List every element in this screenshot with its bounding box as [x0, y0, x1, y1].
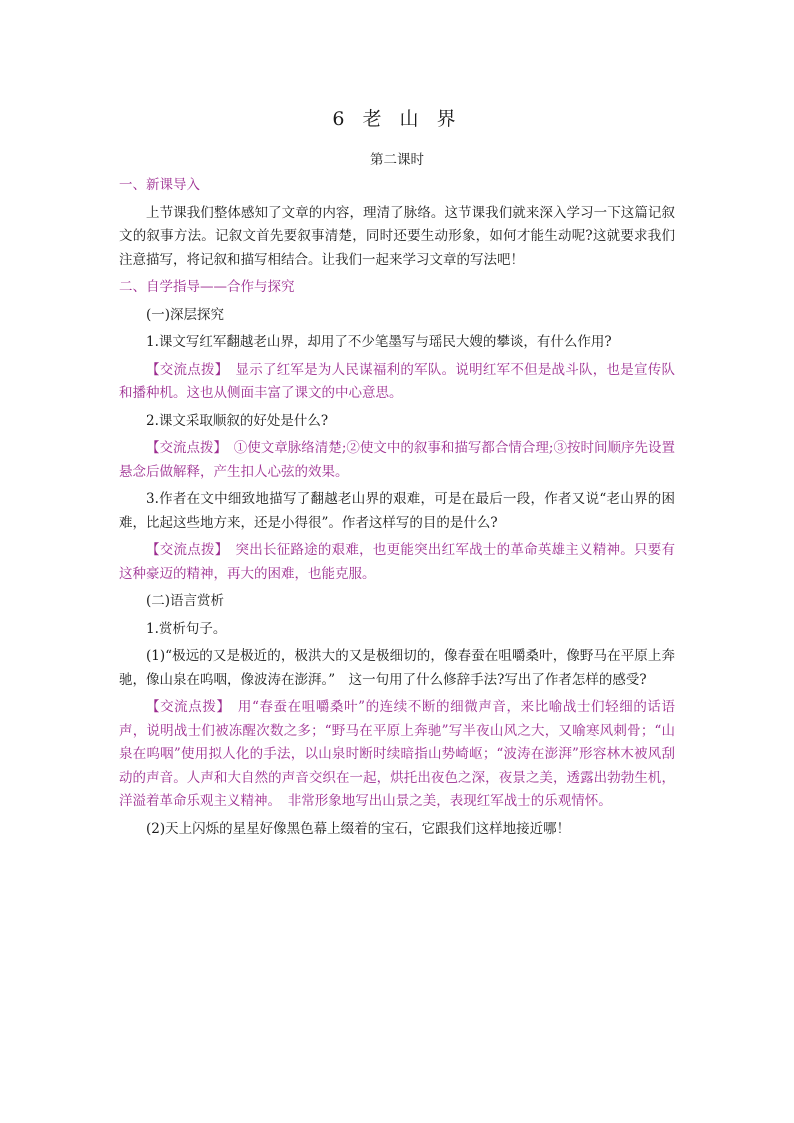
answer-text: 显示了红军是为人民谋福利的军队。说明红军不但是战斗队，也是宣传队和播种机。这也从侧面丰富了课文的中心意思。: [119, 361, 676, 401]
section-heading-intro: 一、新课导入: [119, 177, 200, 193]
section-heading-study: 二、自学指导——合作与探究: [119, 279, 295, 295]
answer-4: [119, 696, 675, 814]
answer-2: [119, 437, 675, 484]
page-subtitle: 第二课时: [370, 152, 424, 168]
answer-tag: 【交流点拨】: [146, 440, 221, 456]
subsection-language: (二)语言赏析: [146, 593, 225, 609]
document-body: [119, 174, 675, 841]
answer-text: 突出长征路途的艰难，也更能突出红军战士的革命英雄主义精神。只要有这种豪迈的精神，再大的困难，也能克服。: [119, 542, 676, 582]
answer-tag: 【交流点拨】: [146, 361, 222, 378]
question-4-1: (1)“极远的又是极近的，极洪大的又是极细切的，像春蚕在咀嚼桑叶，像野马在平原上奔驰，像山泉在呜咽，像波涛在澎湃。” 这一句用了什么修辞手法?写出了作者怎样的感受?: [119, 648, 675, 688]
answer-1: [119, 359, 675, 406]
intro-paragraph: 上节课我们整体感知了文章的内容，理清了脉络。这节课我们就来深入学习一下这篇记叙文的叙事方法。记叙文首先要叙事清楚，同时还要生动形象，如何才能生动呢?这就要求我们注意描写，将记叙和描写相结合。让我们一起来学习文章的写法吧！: [119, 204, 675, 268]
answer-tag: 【交流点拨】: [146, 542, 222, 558]
question-1: 1.课文写红军翻越老山界，却用了不少笔墨写与瑶民大嫂的攀谈，有什么作用?: [146, 334, 612, 350]
answer-text: ①使文章脉络清楚;②使文中的叙事和描写都合情合理;③按时间顺序先设置悬念后做解释，产生扣人心弦的效果。: [119, 440, 675, 480]
question-3: 3.作者在文中细致地描写了翻越老山界的艰难，可是在最后一段，作者又说“老山界的困难，比起这些地方来，还是小得很”。作者这样写的目的是什么?: [119, 491, 675, 531]
answer-3: [119, 539, 675, 586]
question-4-2: (2)天上闪烁的星星好像黑色幕上缀着的宝石，它跟我们这样地接近哪！: [146, 820, 571, 837]
page-title: 6 老 山 界: [332, 108, 462, 130]
subsection-deep-inquiry: (一)深层探究: [146, 306, 225, 323]
question-4: 1.赏析句子。: [146, 620, 227, 637]
answer-tag: 【交流点拨】: [146, 699, 224, 715]
answer-text: 用“春蚕在咀嚼桑叶”的连续不断的细微声音，来比喻战士们轻细的话语声，说明战士们被冻醒次数之多；“野马在平原上奔驰”写半夜山风之大，又喻寒风刺骨；“山泉在呜咽”使用拟人化的手法，以山泉时断时续暗指山势崎岖；“波涛在澎湃”形容林木被风刮动的声音。人声和大自然的声音交织在一起，烘托出夜色之深，夜景之美，透露出勃勃生机，洋溢着革命乐观主义精神。 非常形象地写出山景之美，表现红军战士的乐观情怀。: [119, 699, 675, 809]
question-2: 2.课文采取顺叙的好处是什么?: [146, 412, 329, 429]
